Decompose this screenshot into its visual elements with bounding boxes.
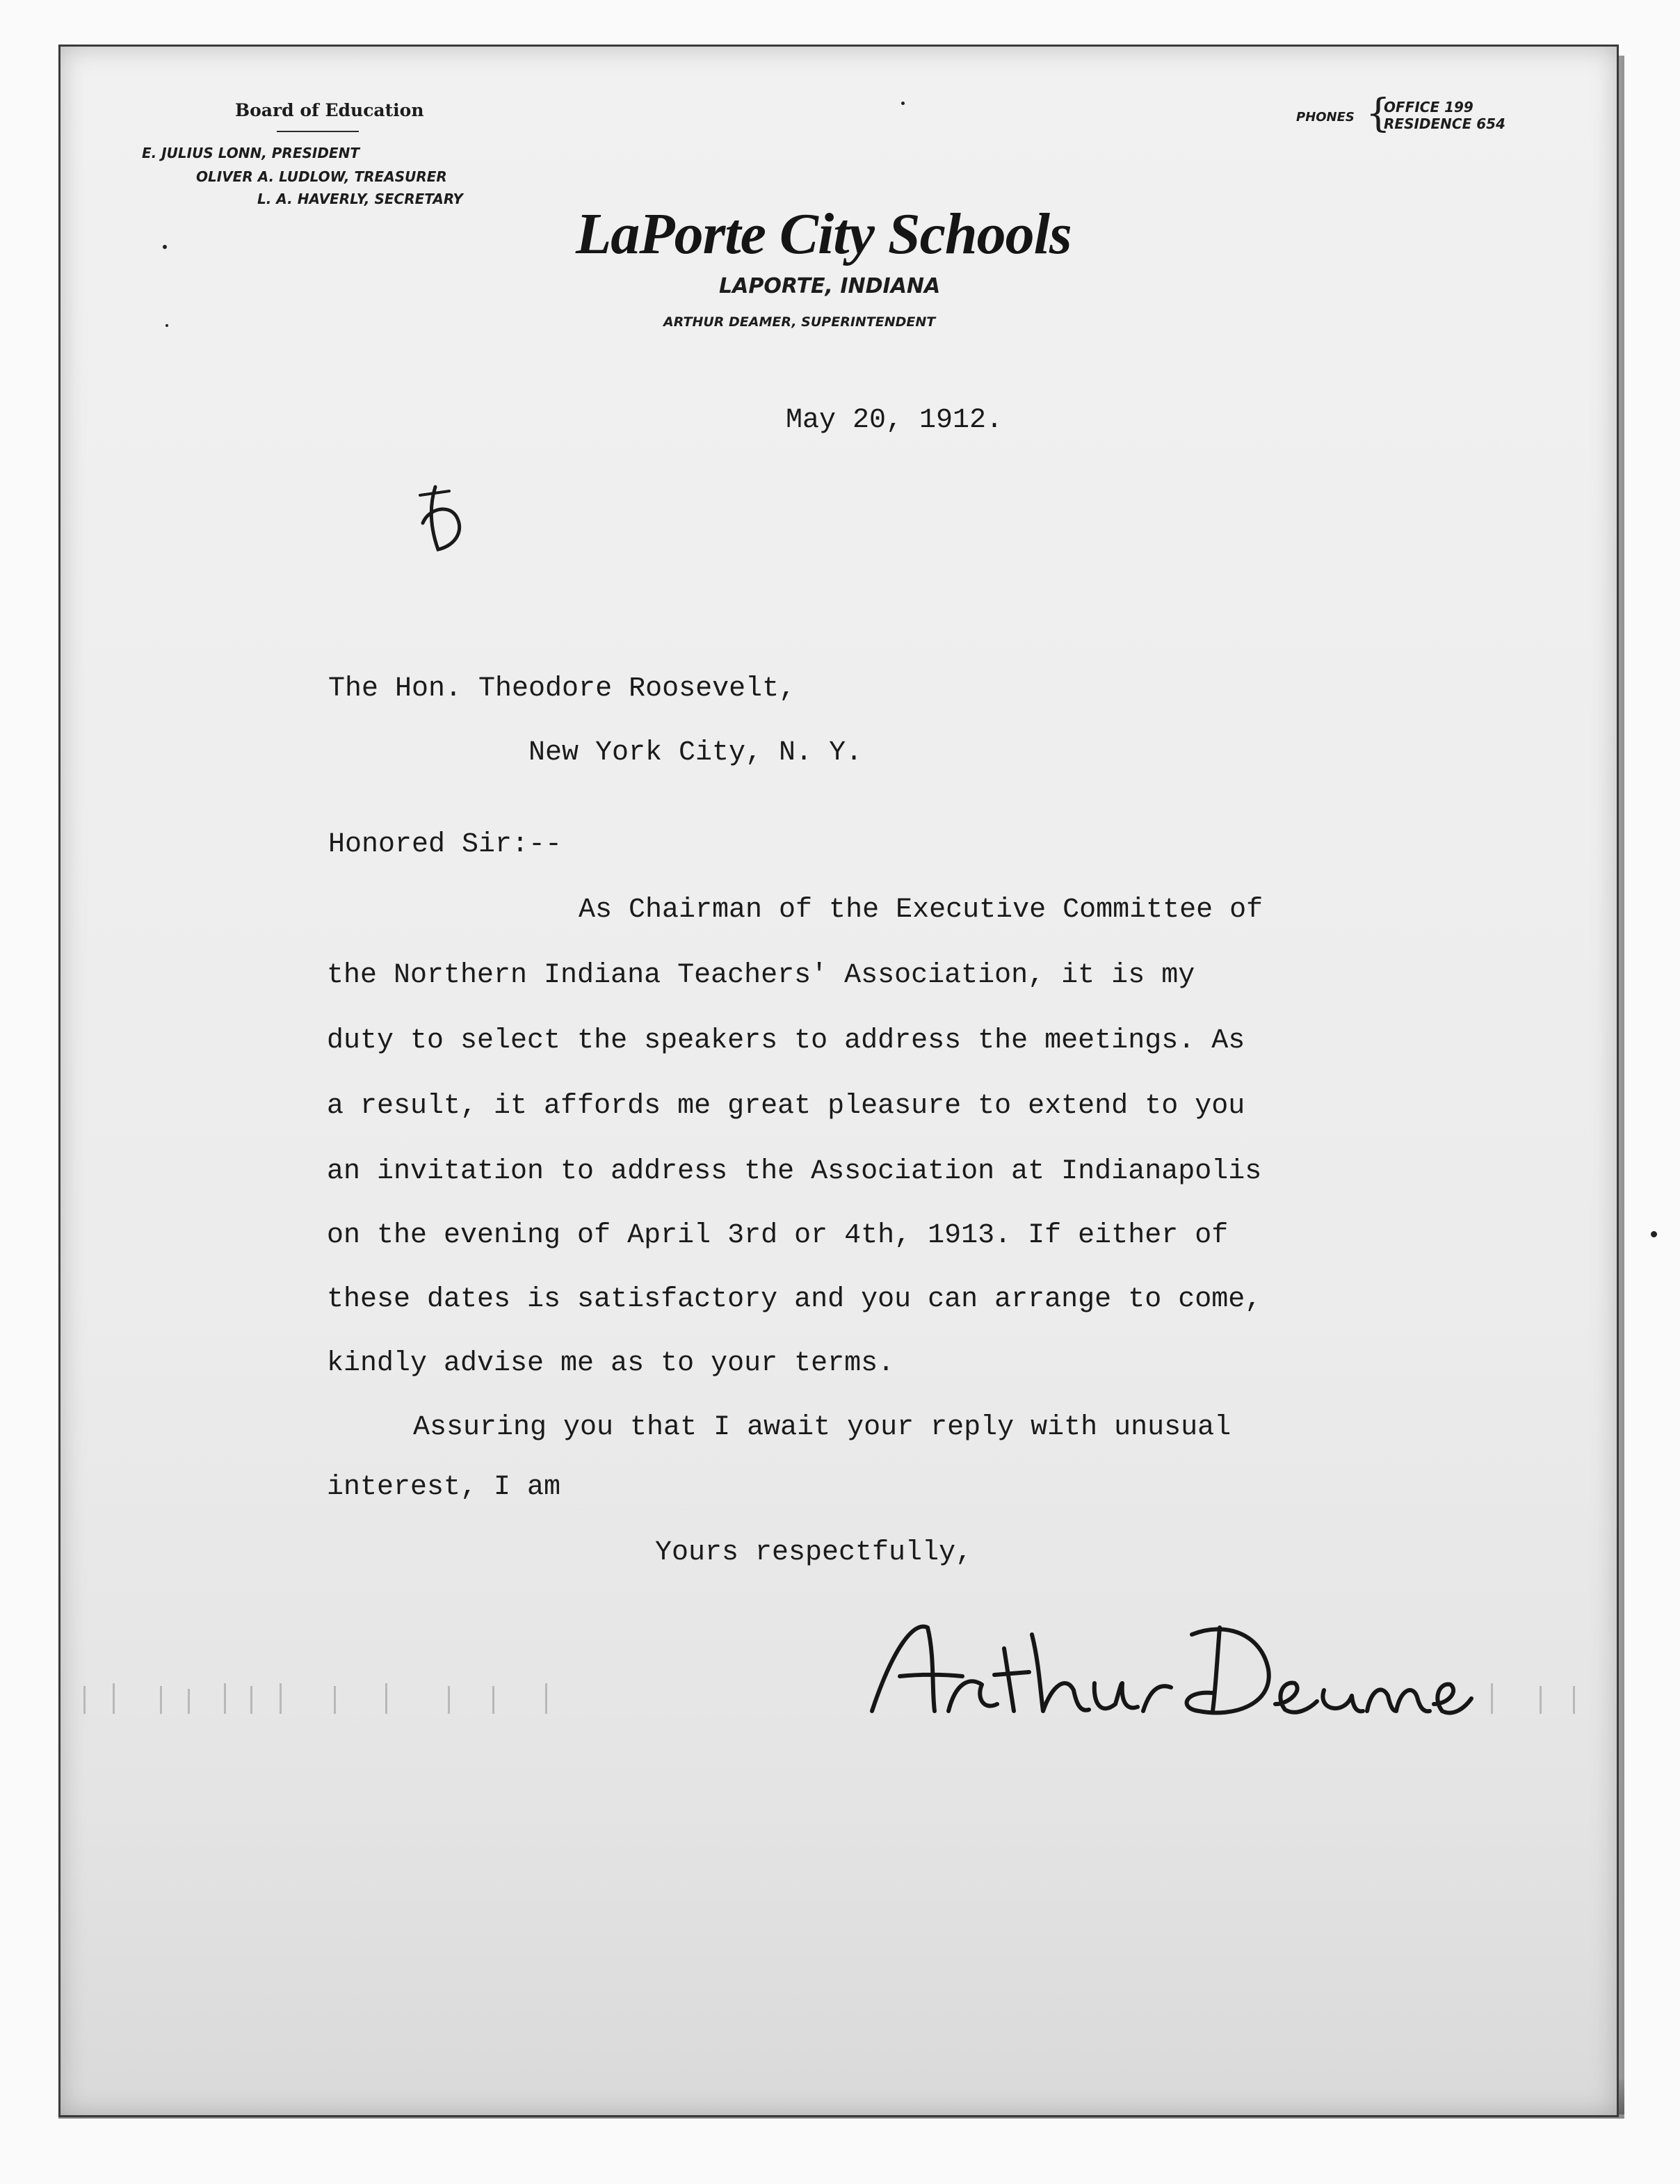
- body-line-9: Assuring you that I await your reply with unusual: [413, 1412, 1231, 1443]
- body-line-4: a result, it affords me great pleasure to extend to you: [327, 1091, 1245, 1122]
- body-line-1: As Chairman of the Executive Committee of: [579, 894, 1263, 926]
- body-line-6: on the evening of April 3rd or 4th, 1913. If either of: [327, 1220, 1229, 1251]
- board-treasurer: OLIVER A. LUDLOW, TREASURER: [196, 168, 447, 185]
- bleed-mark: [385, 1683, 387, 1714]
- addressee-name: The Hon. Theodore Roosevelt,: [328, 673, 796, 705]
- bleed-mark: [545, 1683, 547, 1714]
- body-line-5: an invitation to address the Association at Indianapolis: [327, 1156, 1262, 1187]
- board-president: E. JULIUS LONN, PRESIDENT: [142, 145, 360, 161]
- bleed-mark: [492, 1686, 494, 1714]
- board-title: Board of Education: [235, 100, 424, 120]
- bleed-mark: [1540, 1686, 1542, 1714]
- school-name-title: LaPorte City Schools: [576, 202, 1072, 266]
- signature-handwritten: [865, 1607, 1477, 1732]
- closing: Yours respectfully,: [655, 1537, 973, 1568]
- phones-brace: {: [1366, 91, 1391, 136]
- bleed-mark: [1573, 1686, 1575, 1714]
- phone-office: OFFICE 199: [1384, 99, 1473, 115]
- bleed-mark: [334, 1686, 336, 1714]
- bleed-mark: [188, 1689, 190, 1714]
- superintendent-line: ARTHUR DEAMER, SUPERINTENDENT: [663, 314, 936, 330]
- bleed-mark: [224, 1683, 226, 1714]
- bleed-mark: [113, 1683, 115, 1714]
- paper-speck: [165, 324, 168, 327]
- bleed-mark: [250, 1686, 252, 1714]
- paper-speck: [163, 245, 167, 249]
- body-line-7: these dates is satisfactory and you can arrange to come,: [327, 1284, 1262, 1315]
- addressee-city: New York City, N. Y.: [528, 737, 863, 769]
- paper-speck: [901, 102, 905, 105]
- handwritten-mark-icon: [407, 481, 470, 558]
- scan-speck: [1651, 1231, 1657, 1237]
- bleed-mark: [83, 1686, 86, 1714]
- bleed-mark: [160, 1686, 162, 1714]
- board-secretary: L. A. HAVERLY, SECRETARY: [257, 191, 463, 207]
- letter-date: May 20, 1912.: [786, 405, 1003, 436]
- body-line-10: interest, I am: [327, 1472, 561, 1503]
- body-line-3: duty to select the speakers to address the meetings. As: [327, 1025, 1245, 1057]
- body-line-8: kindly advise me as to your terms.: [327, 1348, 895, 1379]
- school-location: LAPORTE, INDIANA: [719, 274, 941, 298]
- body-line-2: the Northern Indiana Teachers' Association, it is my: [327, 960, 1195, 991]
- salutation: Honored Sir:--: [328, 829, 563, 860]
- bleed-mark: [280, 1683, 282, 1714]
- board-title-rule: [277, 131, 359, 132]
- phone-residence: RESIDENCE 654: [1384, 115, 1505, 132]
- bleed-mark: [1491, 1683, 1493, 1714]
- bleed-mark: [448, 1686, 450, 1714]
- phones-label: PHONES: [1296, 110, 1355, 125]
- letter-sheet: [58, 45, 1619, 2117]
